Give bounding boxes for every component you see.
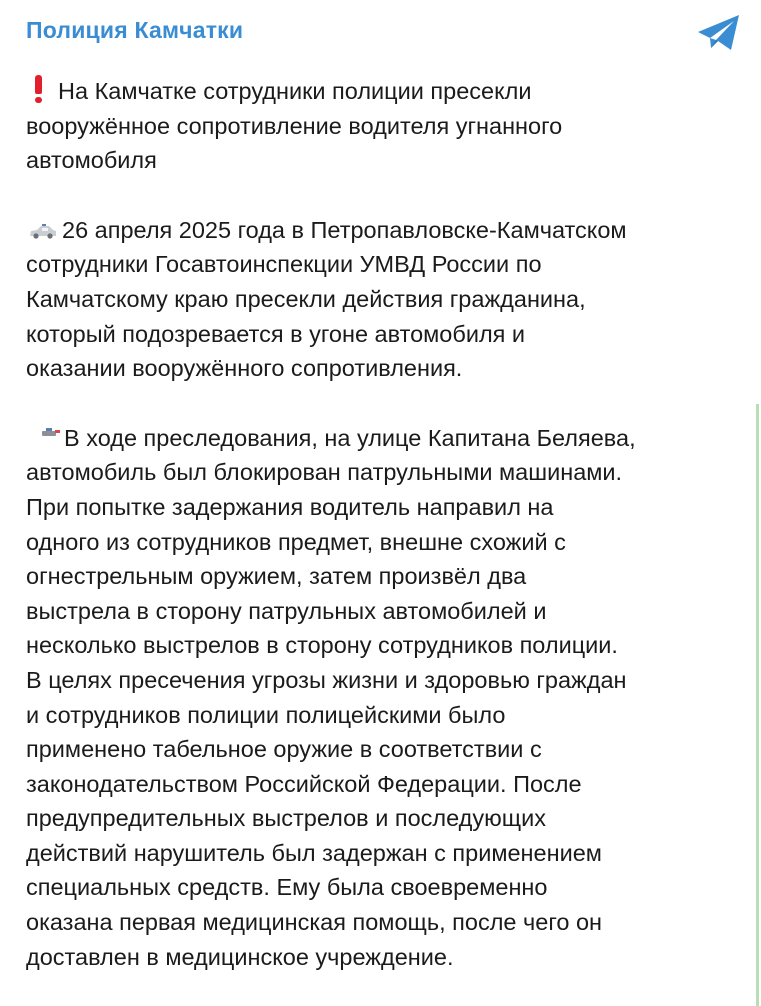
paragraph-line: оказании вооружённого сопротивления. (26, 355, 463, 382)
post-headline (26, 74, 746, 178)
paragraph-line: Камчатскому краю пресекли действия гражданина, (26, 285, 586, 312)
paragraph-line: В ходе преследования, на улице Капитана Беляева, (26, 421, 746, 456)
paragraph-line: огнестрельным оружием, затем произвёл два (26, 563, 527, 590)
paragraph-line: сотрудники Госавтоинспекции УМВД России по (26, 251, 542, 278)
paragraph-line: законодательством Российской Федерации. После (26, 770, 582, 797)
police-car-icon (28, 223, 58, 239)
police-siren-icon (40, 426, 62, 438)
paragraph-line: действий нарушитель был задержан с применением (26, 839, 602, 866)
post-header (0, 0, 761, 64)
paragraph-line: В целях пресечения угрозы жизни и здоровью граждан (26, 666, 627, 693)
scrollbar-track[interactable] (756, 404, 759, 1006)
telegram-icon[interactable] (696, 12, 742, 54)
headline-line: На Камчатке сотрудники полиции пресекли (26, 74, 746, 109)
paragraph-line: и сотрудников полиции полицейскими было (26, 701, 506, 728)
paragraph-line: несколько выстрелов в сторону сотрудников полиции. (26, 632, 618, 659)
headline-line: вооружённое сопротивление водителя угнанного (26, 112, 563, 139)
paragraph-line: 26 апреля 2025 года в Петропавловске-Камчатском (26, 213, 746, 248)
channel-name-link[interactable]: Полиция Камчатки (26, 17, 244, 43)
post-paragraph-2 (26, 421, 746, 975)
paragraph-line: автомобиль был блокирован патрульными машинами. (26, 459, 623, 486)
post-body (26, 74, 746, 974)
paragraph-line: специальных средств. Ему была своевременно (26, 874, 548, 901)
paragraph-line: предупредительных выстрелов и последующих (26, 805, 546, 832)
paragraph-line: выстрела в сторону патрульных автомобилей и (26, 597, 547, 624)
post-paragraph-1 (26, 213, 746, 386)
paragraph-line: При попытке задержания водитель направил на (26, 493, 554, 520)
red-exclamation-icon (32, 75, 44, 103)
paragraph-line: применено табельное оружие в соответствии с (26, 736, 542, 763)
headline-line: автомобиля (26, 147, 157, 174)
paragraph-line: оказана первая медицинская помощь, после чего он (26, 909, 603, 936)
paragraph-line: который подозревается в угоне автомобиля и (26, 320, 526, 347)
paragraph-line: одного из сотрудников предмет, внешне схожий с (26, 528, 566, 555)
paragraph-line: доставлен в медицинское учреждение. (26, 943, 454, 970)
